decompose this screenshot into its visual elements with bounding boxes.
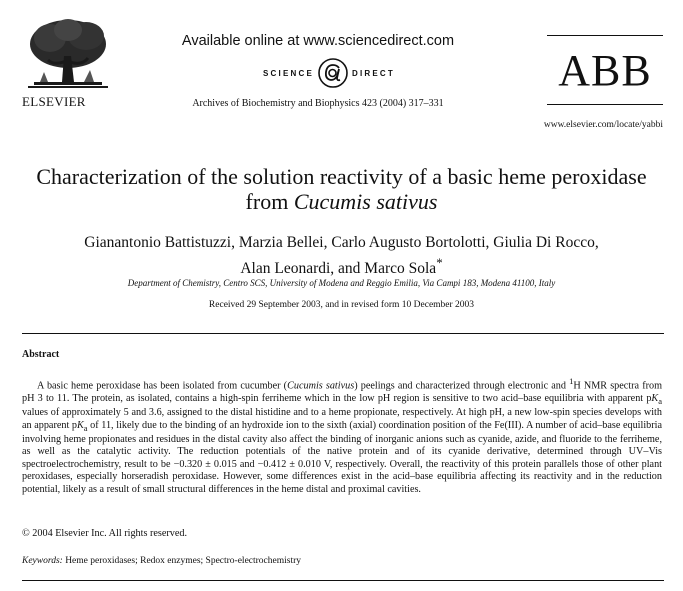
keywords-line [22,556,301,566]
author-list [20,233,663,278]
abstract-species: Cucumis sativus [287,380,355,392]
available-online-line: Available online at www.sciencedirect.com [181,33,455,49]
keywords-label: Keywords: [22,556,63,566]
journal-citation: Archives of Biochemistry and Biophysics 423 (2004) 317–331 [192,98,444,109]
sciencedirect-at-icon [317,57,349,89]
abstract-text-1: A basic heme peroxidase has been isolated from cucumber ( [37,380,288,392]
bottom-divider [22,580,664,581]
elsevier-tree-icon [24,16,112,92]
abb-rule-bottom [547,104,663,105]
authors-line-1: Gianantonio Battistuzzi, Marzia Bellei, Carlo Augusto Bortolotti, Giulia Di Rocco, [84,234,599,251]
journal-logo-abb: ABB [558,46,652,95]
sciencedirect-logo [234,56,424,90]
abstract-body [22,375,662,496]
received-dates: Received 29 September 2003, and in revised form 10 December 2003 [208,300,475,310]
authors-line-2: Alan Leonardi, and Marco Sola [240,259,437,277]
sd-word-direct: DIRECT [351,68,395,78]
abstract-text-3: H NMR spectra from pH 3 to 11. The protein, as isolated, contains a high-spin ferriheme which in the low pH region is sensitive to two acid–base equilibria with apparent p [22,380,662,404]
pka-k-2: K [76,419,84,431]
journal-url[interactable]: www.elsevier.com/locate/yabbi [543,120,663,130]
abstract-text-5: of 11, likely due to the binding of an hydroxide ion to the sixth (axial) coordination position of the Fe(III). A number of acid–base equilibria involving heme propionates and residues in the distal cavity also affect the binding of inorganic anions such as cyanide, azide, and fluoride to the ferriheme, as well as the catalytic activity. The reduction potentials of the native protein and of its cyanide derivative, determined through UV–Vis spectroelectrochemistry, result to be −0.320 ± 0.015 and −0.412 ± 0.010 V, respectively. Overall, the reactivity of this protein parallels those of other plant peroxidases, especially horseradish peroxidase. However, some differences exist in the acid–base equilibria affecting its reactivity and in the reduction potential, likely as a result of small structural differences in the heme distal and proximal cavities. [22,419,662,495]
abstract-text-4: values of approximately 5 and 3.6, assigned to the distal histidine and to a heme propionate, respectively. At high pH, a new low-spin species develops with an apparent p [22,407,662,431]
article-title [20,164,663,214]
pka-subscript-1: a [658,395,662,406]
abstract-text-2: ) peelings and characterized through electronic and [354,380,570,392]
sd-word-science: SCIENCE [263,68,314,78]
abb-rule-top [547,35,663,36]
title-species: Cucumis sativus [293,189,438,214]
section-divider [22,333,664,334]
publisher-name: ELSEVIER [22,94,86,109]
elsevier-logo [22,16,114,110]
abstract-paragraph [22,375,662,496]
pka-k-1: K [651,392,659,404]
abstract-heading: Abstract [22,349,60,360]
corresponding-author-mark[interactable]: * [436,254,443,270]
keywords-text: Heme peroxidases; Redox enzymes; Spectro-electrochemistry [65,556,302,566]
nmr-superscript: 1 [569,376,574,386]
pka-subscript-2: a [83,422,88,433]
affiliation: Department of Chemistry, Centro SCS, University of Modena and Reggio Emilia, Via Campi 183, Modena 41100, Italy [127,278,556,288]
copyright-line: © 2004 Elsevier Inc. All rights reserved. [22,528,188,539]
title-text: Characterization of the solution reactivity of a basic heme peroxidase from [36,164,647,214]
